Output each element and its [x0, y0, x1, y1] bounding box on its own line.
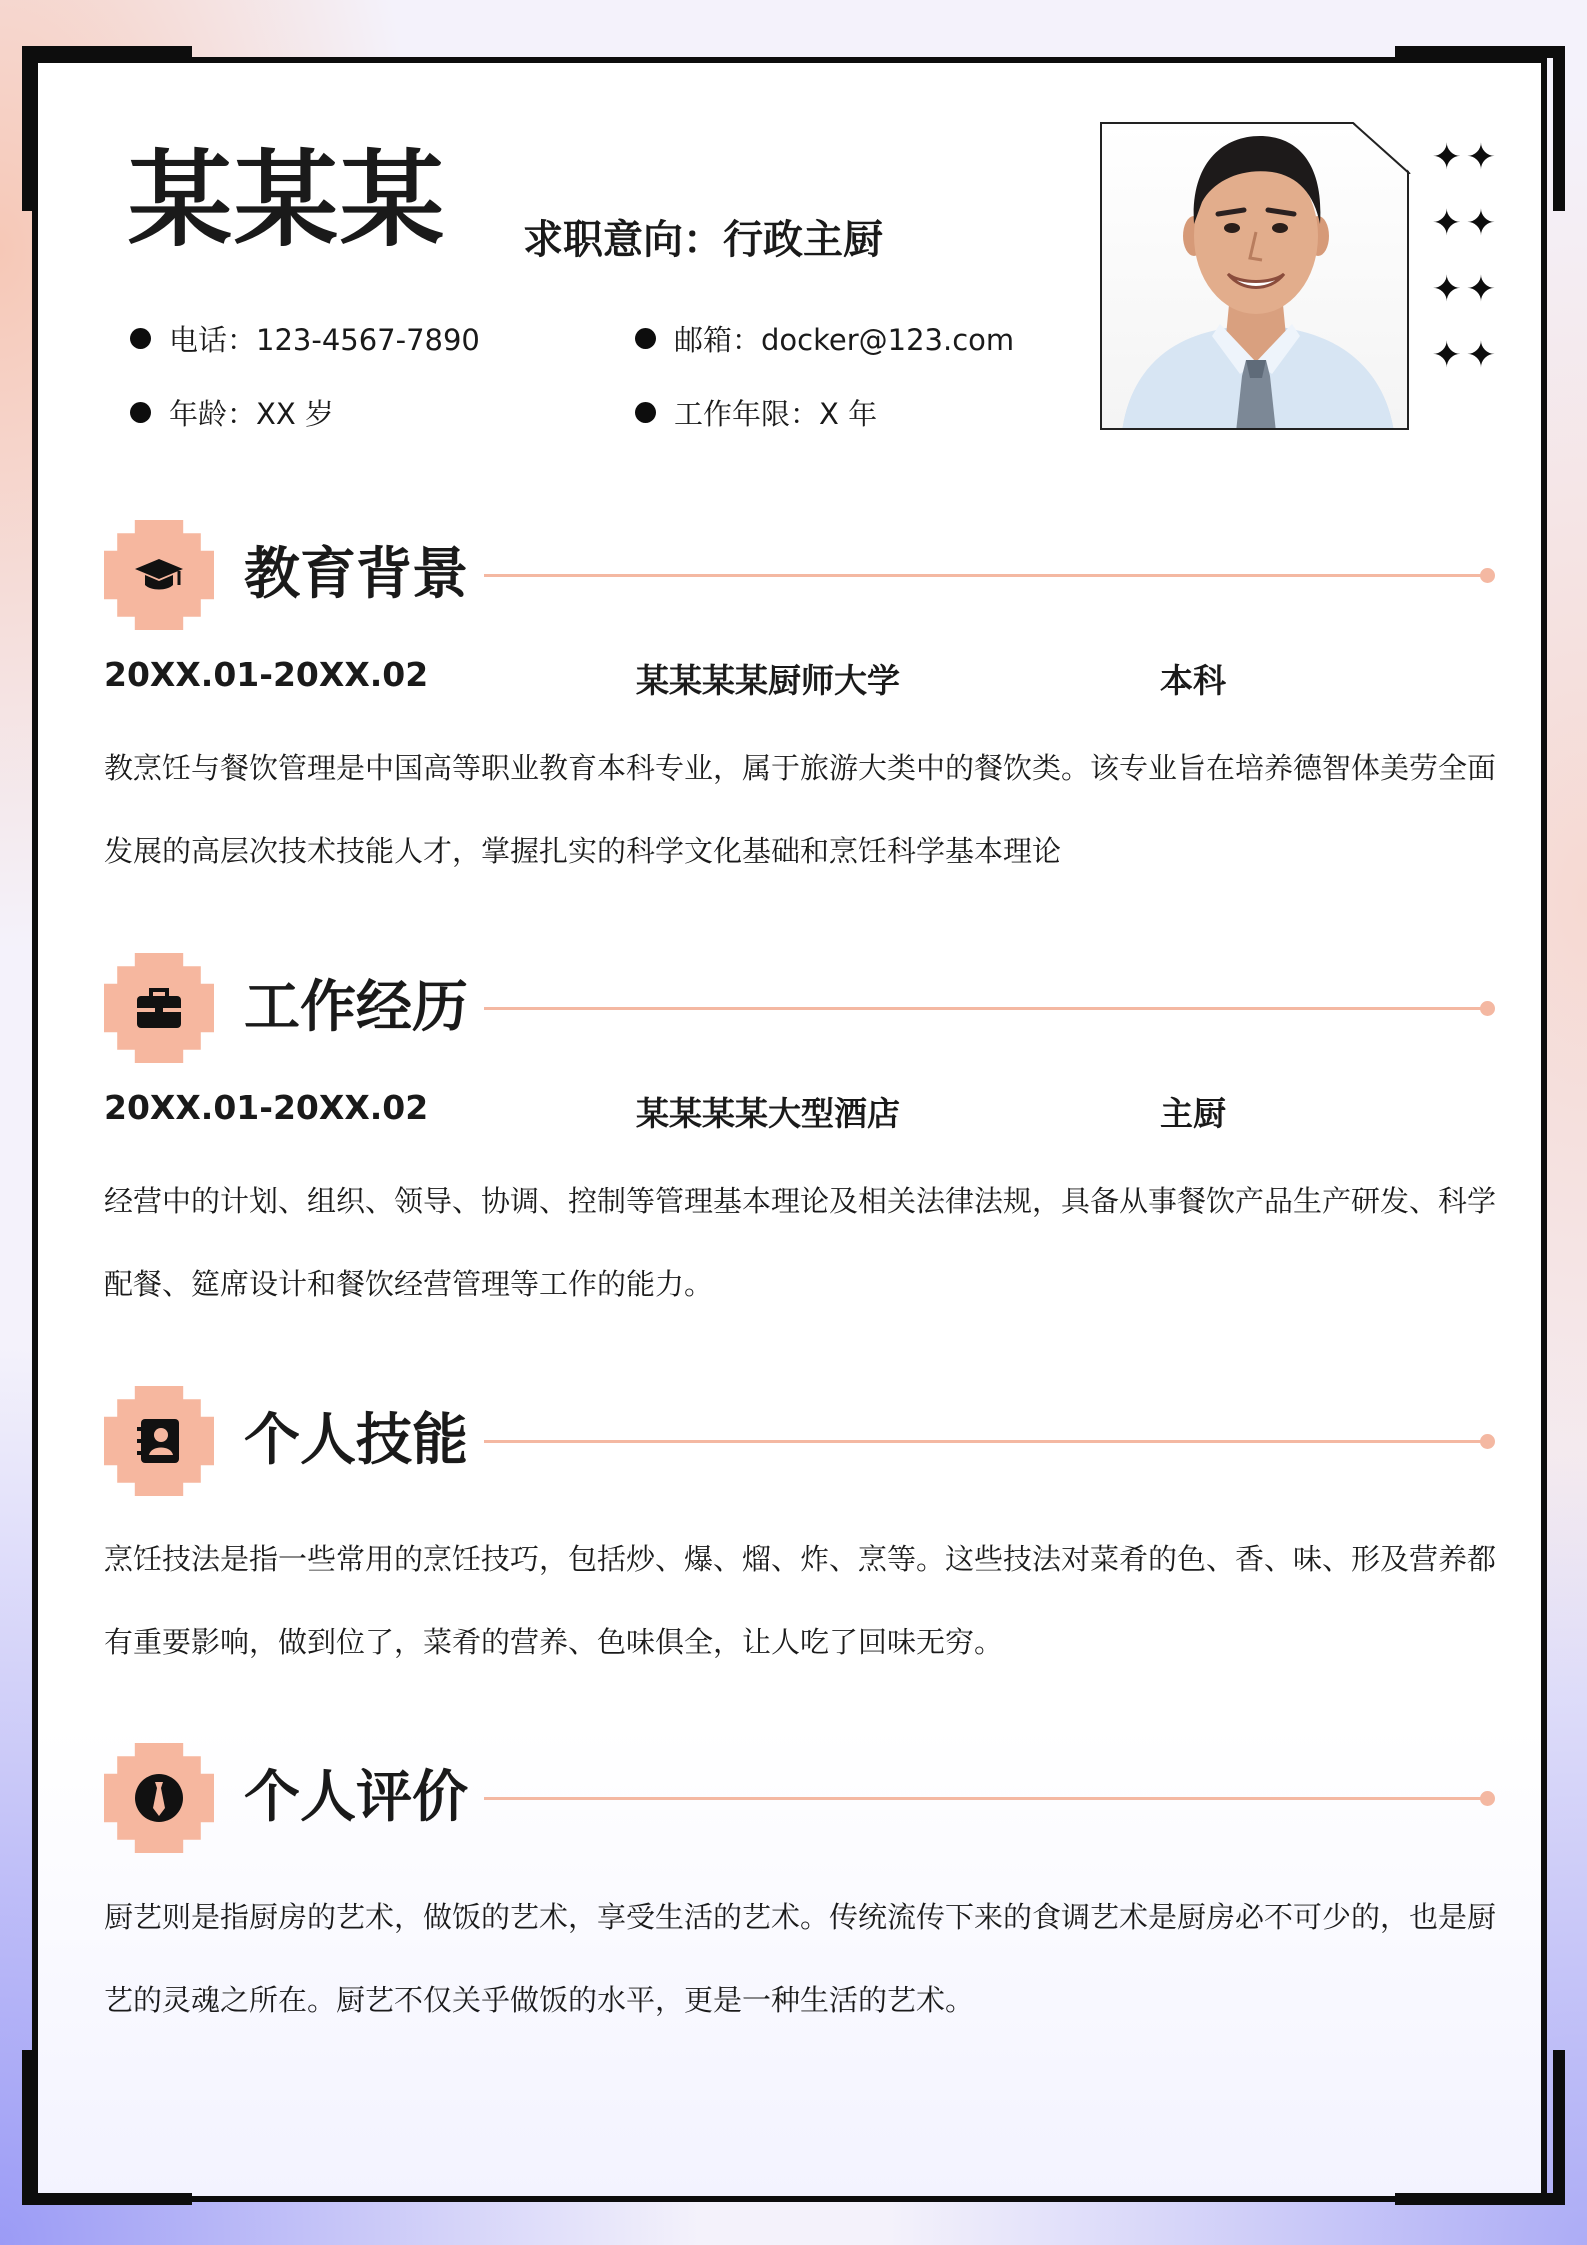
work-date: 20XX.01-20XX.02 [104, 1088, 429, 1127]
bullet-dot-icon [130, 328, 151, 349]
corner-accent [22, 46, 192, 58]
corner-accent [1395, 46, 1565, 58]
bullet-dot-icon [635, 328, 656, 349]
divider-dot-icon [1480, 568, 1495, 583]
divider-dot-icon [1480, 1434, 1495, 1449]
graduation-cap-icon [131, 547, 187, 603]
skills-description: 烹饪技法是指一些常用的烹饪技巧，包括炒、爆、熘、炸、烹等。这些技法对菜肴的色、香、味、形及营养都有重要影响，做到位了，菜肴的营养、色味俱全，让人吃了回味无穷。 [104, 1542, 1497, 1659]
section-divider [484, 1797, 1486, 1800]
section-title: 教育背景 [244, 542, 468, 607]
phone-info [130, 318, 480, 359]
age-text: 年龄：XX 岁 [169, 397, 334, 431]
phone-text: 电话：123-4567-7890 [169, 323, 480, 357]
corner-accent [22, 2050, 34, 2205]
section-work-header [104, 953, 1501, 1063]
corner-accent [22, 2193, 192, 2205]
section-divider [484, 574, 1486, 577]
education-degree: 本科 [1160, 661, 1226, 700]
section-evaluation-header [104, 1743, 1501, 1853]
corner-accent [22, 46, 34, 211]
email-text: 邮箱：docker@123.com [674, 323, 1015, 357]
divider-dot-icon [1480, 1791, 1495, 1806]
section-skills-header [104, 1386, 1501, 1496]
corner-accent [1395, 2193, 1565, 2205]
years-info [635, 392, 877, 433]
contact-card-icon [131, 1413, 187, 1469]
divider-dot-icon [1480, 1001, 1495, 1016]
section-education-header [104, 520, 1501, 630]
corner-accent [1553, 46, 1565, 211]
section-divider [484, 1440, 1486, 1443]
corner-accent [1553, 2050, 1565, 2205]
email-info [635, 318, 1014, 359]
bullet-dot-icon [130, 402, 151, 423]
work-company: 某某某某大型酒店 [636, 1094, 900, 1133]
briefcase-icon [131, 980, 187, 1036]
years-text: 工作年限：X 年 [674, 397, 878, 431]
necktie-icon [131, 1770, 187, 1826]
job-intent: 求职意向：行政主厨 [523, 217, 883, 263]
candidate-name: 某某某 [128, 139, 447, 261]
work-role: 主厨 [1160, 1094, 1226, 1133]
section-title: 个人评价 [244, 1765, 468, 1830]
education-description: 教烹饪与餐饮管理是中国高等职业教育本科专业，属于旅游大类中的餐饮类。该专业旨在培养德智体美劳全面发展的高层次技术技能人才，掌握扎实的科学文化基础和烹饪科学基本理论 [104, 751, 1497, 868]
star-decoration-icon: ✦✦ ✦✦ ✦✦ ✦✦ [1431, 137, 1500, 376]
section-title: 个人技能 [244, 1408, 468, 1473]
section-divider [484, 1007, 1486, 1010]
bullet-dot-icon [635, 402, 656, 423]
education-date: 20XX.01-20XX.02 [104, 655, 429, 694]
work-description: 经营中的计划、组织、领导、协调、控制等管理基本理论及相关法律法规，具备从事餐饮产品生产研发、科学配餐、筵席设计和餐饮经营管理等工作的能力。 [104, 1184, 1497, 1301]
section-title: 工作经历 [244, 975, 468, 1040]
evaluation-description: 厨艺则是指厨房的艺术，做饭的艺术，享受生活的艺术。传统流传下来的食调艺术是厨房必不可少的，也是厨艺的灵魂之所在。厨艺不仅关乎做饭的水平，更是一种生活的艺术。 [104, 1900, 1497, 2017]
age-info [130, 392, 334, 433]
education-school: 某某某某厨师大学 [636, 661, 900, 700]
